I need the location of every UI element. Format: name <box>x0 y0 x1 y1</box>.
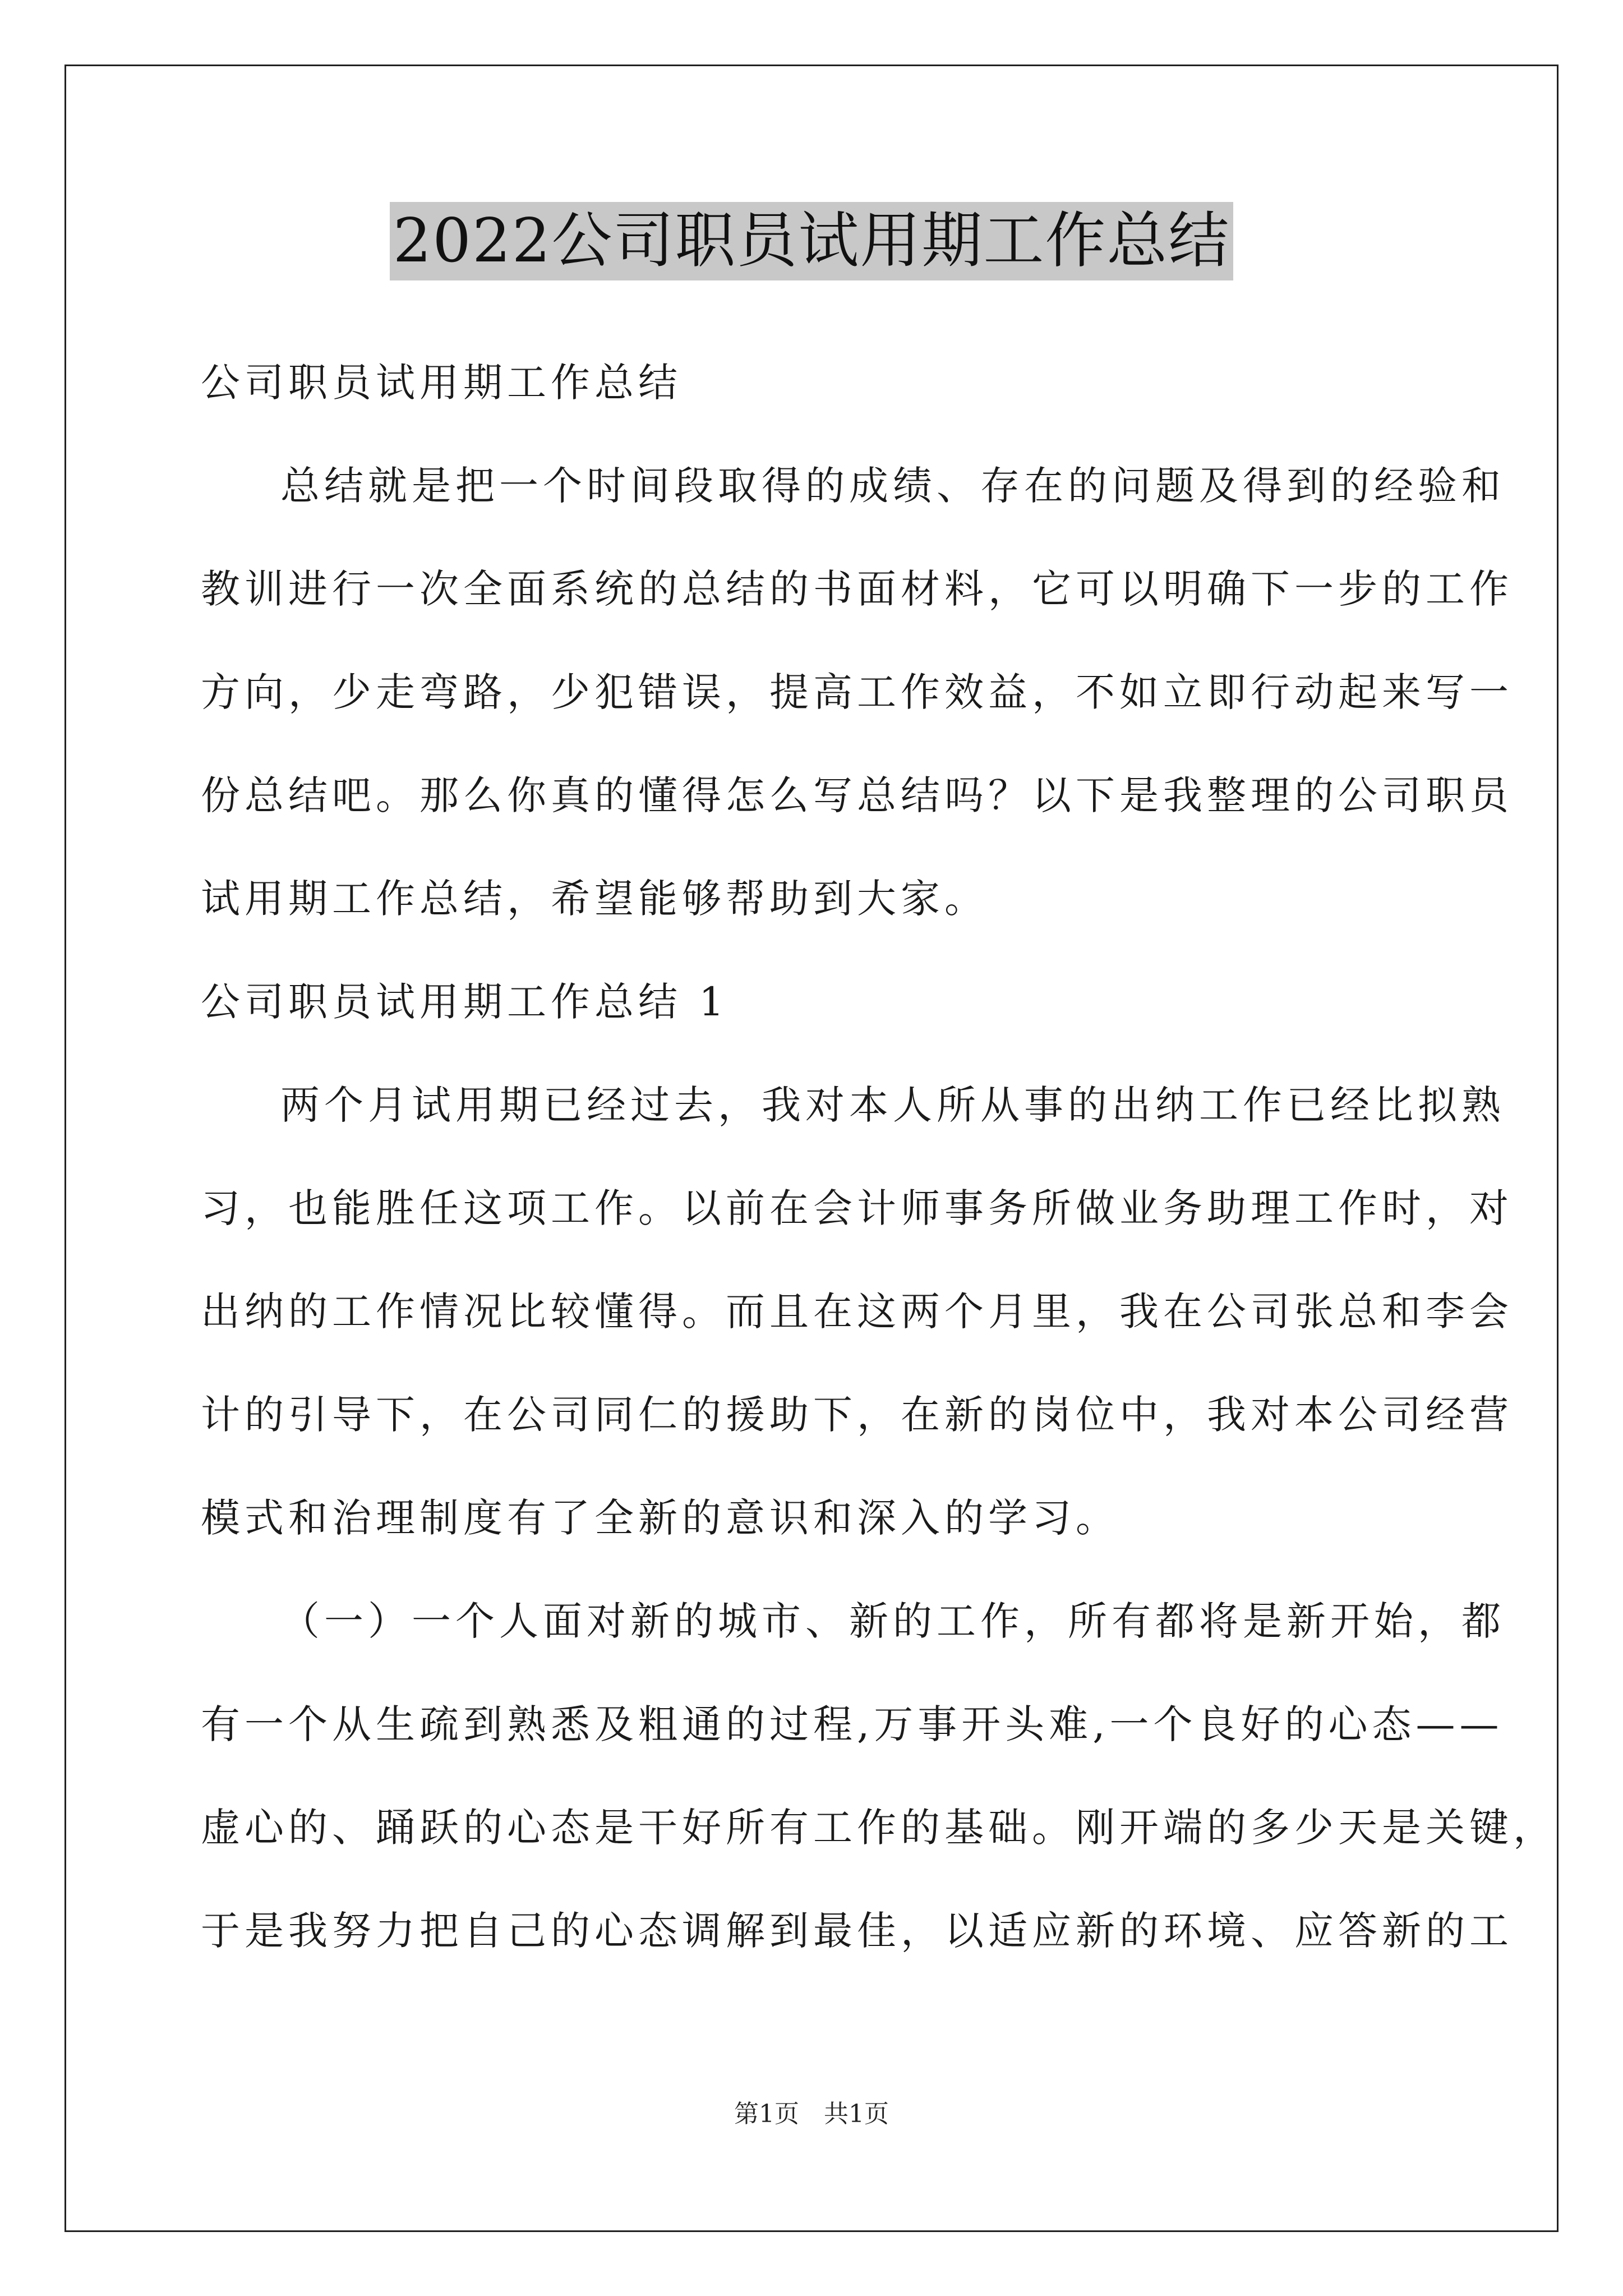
text-line: 教训进行一次全面系统的总结的书面材料，它可以明确下一步的工作 <box>201 566 1513 612</box>
text-line: 于是我努力把自己的心态调解到最佳，以适应新的环境、应答新的工 <box>201 1908 1513 1954</box>
text-line: 计的引导下，在公司同仁的援助下，在新的岗位中，我对本公司经营 <box>201 1392 1513 1438</box>
section-heading: 公司职员试用期工作总结 1 <box>201 979 728 1025</box>
text-line: 有一个从生疏到熟悉及粗通的过程,万事开头难,一个良好的心态—— <box>201 1701 1504 1747</box>
text-line: 试用期工作总结，希望能够帮助到大家。 <box>201 876 988 922</box>
text-line: 模式和治理制度有了全新的意识和深入的学习。 <box>201 1495 1119 1541</box>
document-title: 2022公司职员试用期工作总结 <box>390 202 1234 280</box>
title-container <box>0 202 1623 280</box>
page-footer: 第1页 共1页 <box>734 2100 889 2128</box>
text-line: 出纳的工作情况比较懂得。而且在这两个月里，我在公司张总和李会 <box>201 1289 1513 1335</box>
text-line: 两个月试用期已经过去，我对本人所从事的出纳工作已经比拟熟 <box>280 1082 1505 1128</box>
text-line: 习，也能胜任这项工作。以前在会计师事务所做业务助理工作时，对 <box>201 1185 1513 1231</box>
text-line: 总结就是把一个时间段取得的成绩、存在的问题及得到的经验和 <box>280 463 1505 509</box>
document-body <box>201 331 1557 1982</box>
text-line: 方向，少走弯路，少犯错误，提高工作效益，不如立即行动起来写一 <box>201 669 1513 715</box>
text-line: 公司职员试用期工作总结 <box>201 360 682 406</box>
text-line: 份总结吧。那么你真的懂得怎么写总结吗？以下是我整理的公司职员 <box>201 772 1513 818</box>
text-line: （一）一个人面对新的城市、新的工作，所有都将是新开始，都 <box>280 1598 1505 1644</box>
text-line: 虚心的、踊跃的心态是干好所有工作的基础。刚开端的多少天是关键， <box>201 1805 1557 1851</box>
